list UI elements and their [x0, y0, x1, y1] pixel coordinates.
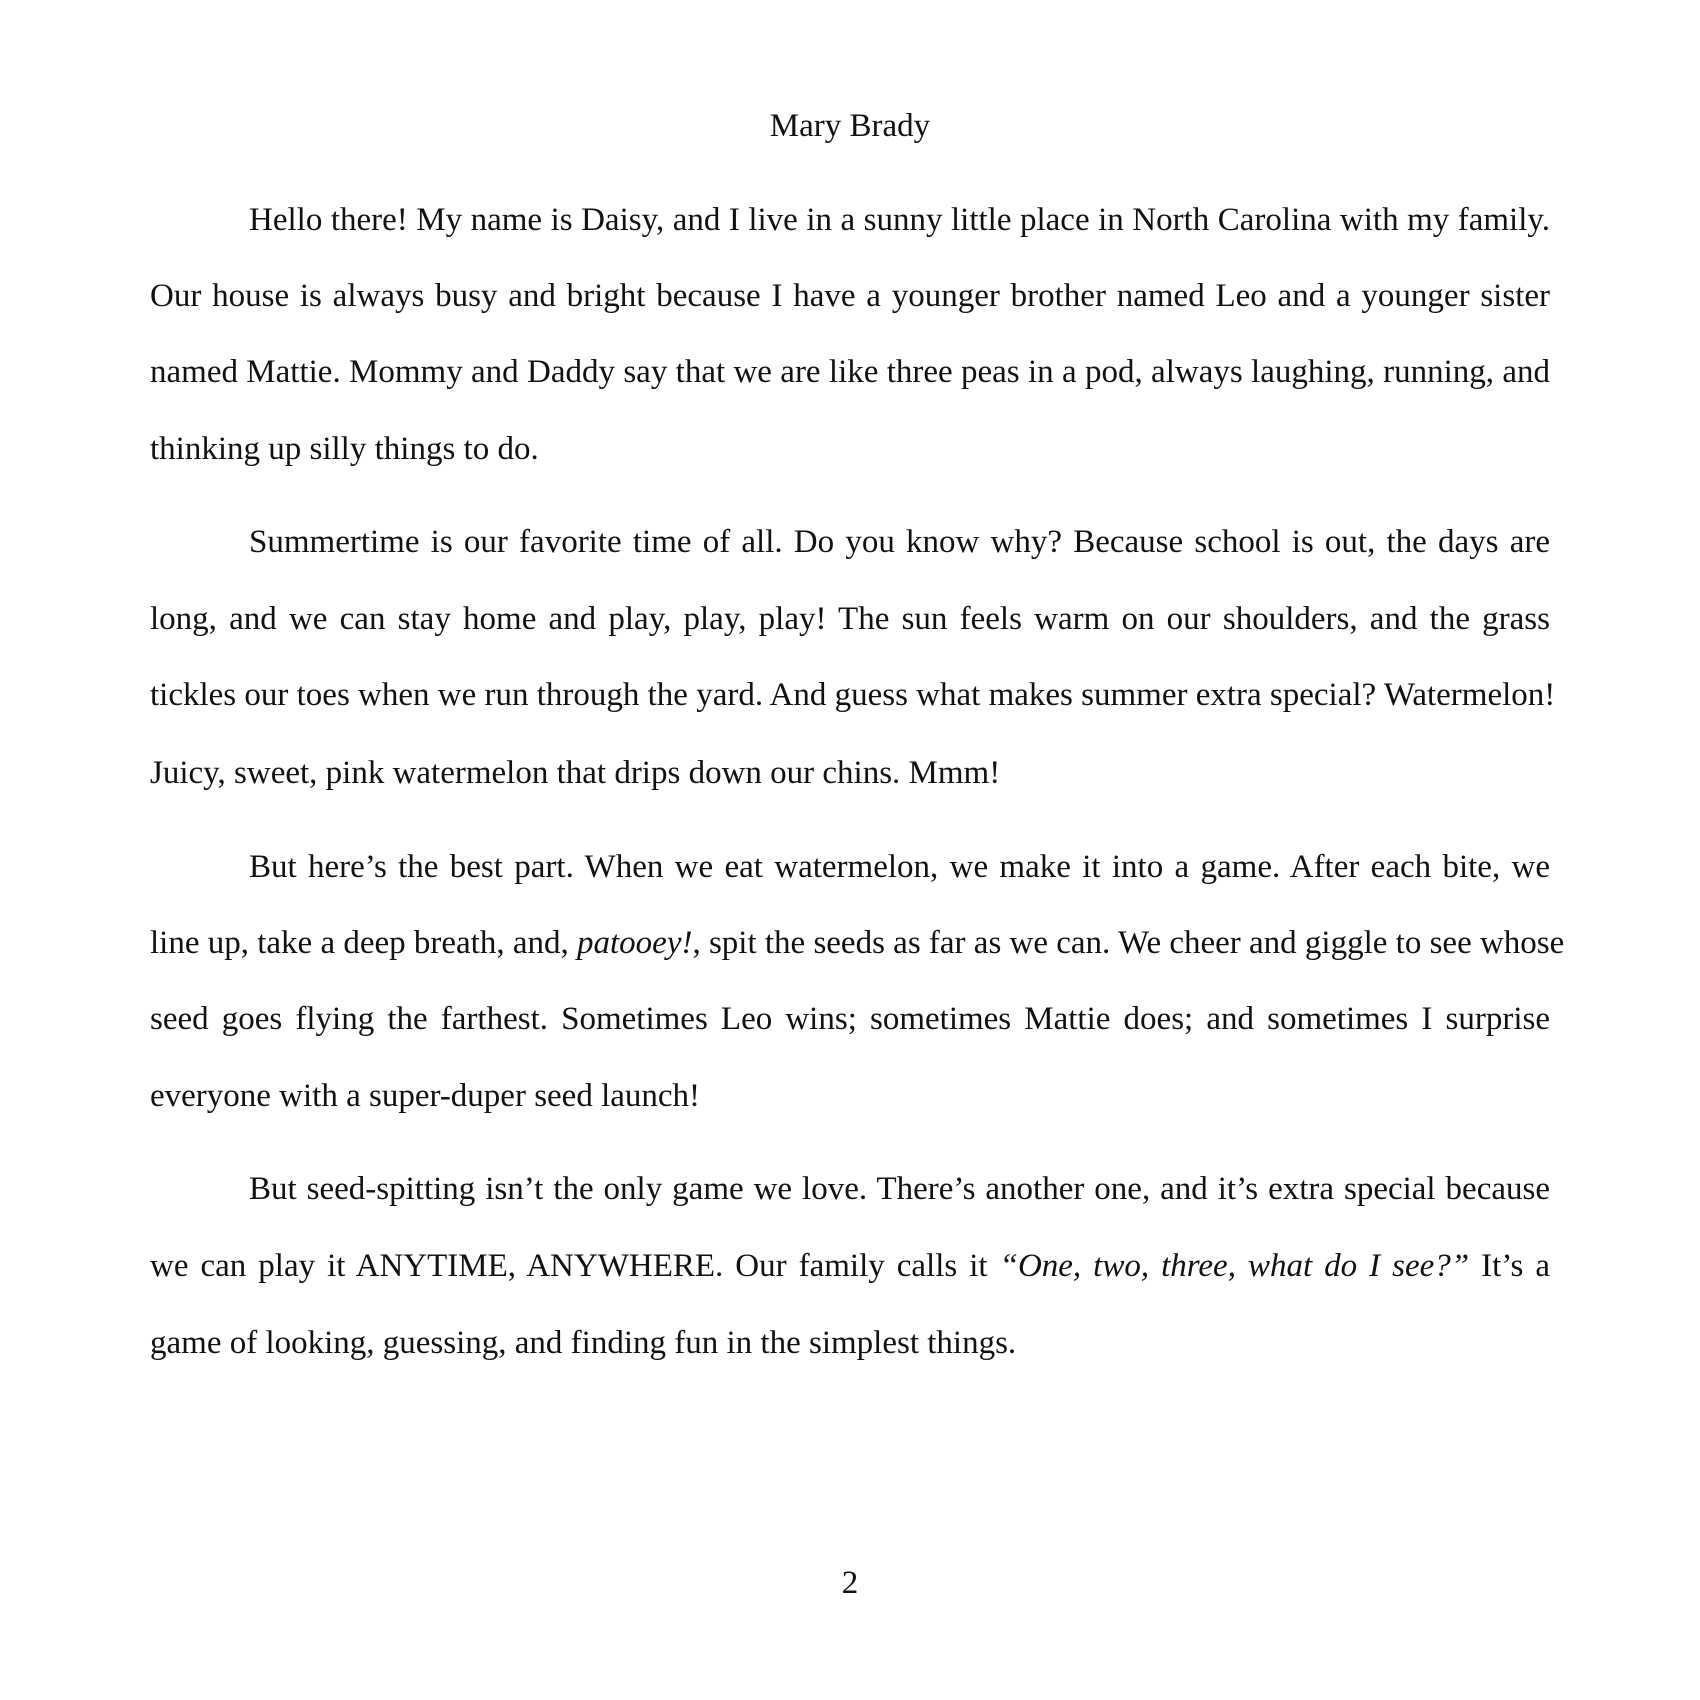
paragraph-line: [150, 352, 1550, 392]
text-segment: Summertime is our favorite time of all. Do you know why? Because school is out, the days are: [249, 524, 1550, 560]
paragraph-line: [150, 1076, 1550, 1116]
paragraph-line: [249, 847, 1550, 887]
text-segment: named Mattie. Mommy and Daddy say that we are like three peas in a pod, always laughing, running, and: [150, 354, 1550, 390]
text-segment: thinking up silly things to do.: [150, 431, 539, 467]
paragraph-line: [150, 429, 1550, 469]
paragraph-line: [150, 1246, 1550, 1286]
text-segment: long, and we can stay home and play, play, play! The sun feels warm on our shoulders, and the grass: [150, 601, 1550, 637]
text-segment: we can play it ANYTIME, ANYWHERE. Our family calls it: [150, 1248, 1000, 1284]
paragraph-line: [150, 675, 1556, 715]
text-segment: game of looking, guessing, and finding fun in the simplest things.: [150, 1325, 1017, 1361]
paragraph-line: [150, 753, 1550, 793]
paragraph-line: [150, 1323, 1550, 1363]
text-segment: Juicy, sweet, pink watermelon that drips down our chins. Mmm!: [150, 755, 1001, 791]
paragraph-line: [150, 276, 1550, 316]
paragraph-line: [150, 999, 1550, 1039]
italic-text: “One, two, three, what do I see?”: [999, 1248, 1470, 1284]
page-number: 2: [841, 1565, 859, 1601]
paragraph-line: [150, 599, 1550, 639]
text-segment: seed goes flying the farthest. Sometimes Leo wins; sometimes Mattie does; and sometimes I surprise: [150, 1001, 1550, 1037]
text-segment: everyone with a super-duper seed launch!: [150, 1078, 701, 1114]
paragraph-line: [249, 522, 1550, 562]
text-segment: tickles our toes when we run through the yard. And guess what makes summer extra special? Watermelon!: [150, 677, 1556, 713]
paragraph-line: [150, 923, 1565, 963]
paragraph-line: [249, 1169, 1550, 1209]
text-segment: , spit the seeds as far as we can. We cheer and giggle to see whose: [692, 925, 1565, 961]
author-header: Mary Brady: [769, 108, 931, 144]
text-segment: Hello there! My name is Daisy, and I live in a sunny little place in North Carolina with my family.: [249, 202, 1550, 238]
italic-text: patooey!: [577, 925, 693, 961]
text-segment: But seed-spitting isn’t the only game we love. There’s another one, and it’s extra special because: [249, 1171, 1550, 1207]
text-segment: It’s a: [1469, 1248, 1550, 1284]
text-segment: line up, take a deep breath, and,: [150, 925, 577, 961]
text-segment: Our house is always busy and bright because I have a younger brother named Leo and a younger sister: [150, 278, 1550, 314]
text-segment: But here’s the best part. When we eat watermelon, we make it into a game. After each bite, we: [249, 849, 1550, 885]
paragraph-line: [249, 200, 1550, 240]
